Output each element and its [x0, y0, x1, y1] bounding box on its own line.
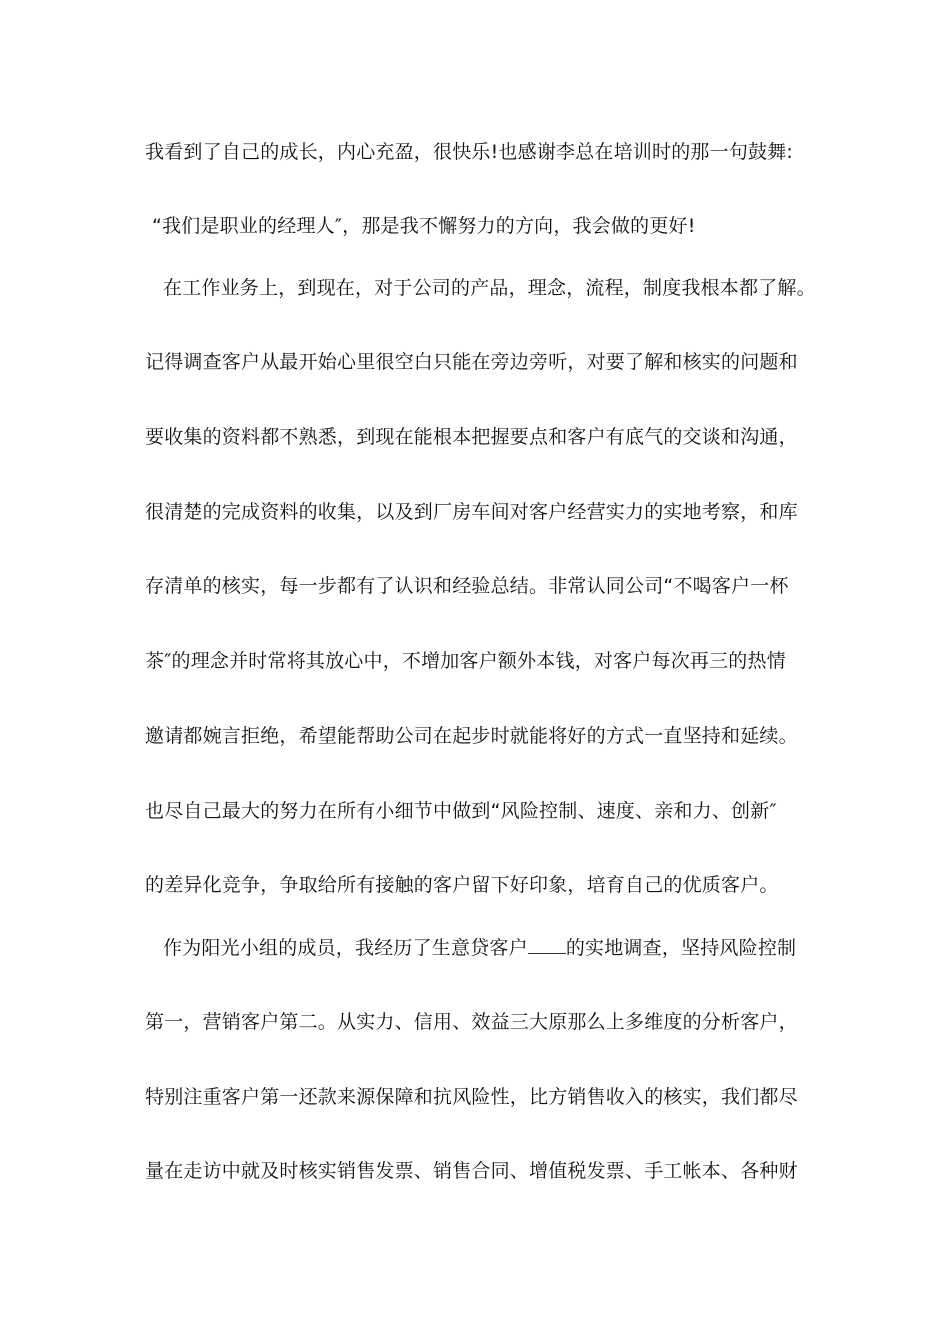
text-line-12-start: 作为阳光小组的成员，我经历了生意贷客户 — [163, 937, 528, 959]
text-line-7: 存清单的核实，每一步都有了认识和经验总结。非常认同公司“不喝客户一杯 — [145, 575, 789, 597]
text-line-14: 特别注重客户第一还款来源保障和抗风险性，比方销售收入的核实，我们都尽 — [145, 1086, 798, 1108]
text-line-10: 也尽自己最大的努力在所有小细节中做到“风险控制、速度、亲和力、创新″ — [145, 800, 777, 822]
text-line-6: 很清楚的完成资料的收集，以及到厂房车间对客户经营实力的实地考察，和库 — [145, 501, 798, 523]
text-line-12 — [163, 935, 833, 960]
text-line-15: 量在走访中就及时核实销售发票、销售合同、增值税发票、手工帐本、各种财 — [145, 1160, 798, 1182]
text-line-4: 记得调查客户从最开始心里很空白只能在旁边旁听，对要了解和核实的问题和 — [145, 351, 798, 373]
text-line-1: 我看到了自己的成长，内心充盈，很快乐!也感谢李总在培训时的那一句鼓舞: — [145, 141, 794, 163]
text-line-13: 第一，营销客户第二。从实力、信用、效益三大原那么上多维度的分析客户， — [145, 1011, 798, 1033]
blank-underline — [528, 935, 566, 954]
text-line-3: 在工作业务上，到现在，对于公司的产品，理念，流程，制度我根本都了解。 — [163, 277, 816, 299]
text-line-9: 邀请都婉言拒绝，希望能帮助公司在起步时就能将好的方式一直坚持和延续。 — [145, 725, 798, 747]
text-line-12-end: 的实地调查，坚持风险控制 — [565, 937, 797, 959]
text-line-11: 的差异化竞争，争取给所有接触的客户留下好印象，培育自己的优质客户。 — [145, 874, 779, 896]
text-line-5: 要收集的资料都不熟悉，到现在能根本把握要点和客户有底气的交谈和沟通， — [145, 426, 798, 448]
text-line-8: 茶″的理念并时常将其放心中，不增加客户额外本钱，对客户每次再三的热情 — [145, 650, 786, 672]
text-line-2: “我们是职业的经理人″，那是我不懈努力的方向，我会做的更好! — [152, 215, 696, 237]
